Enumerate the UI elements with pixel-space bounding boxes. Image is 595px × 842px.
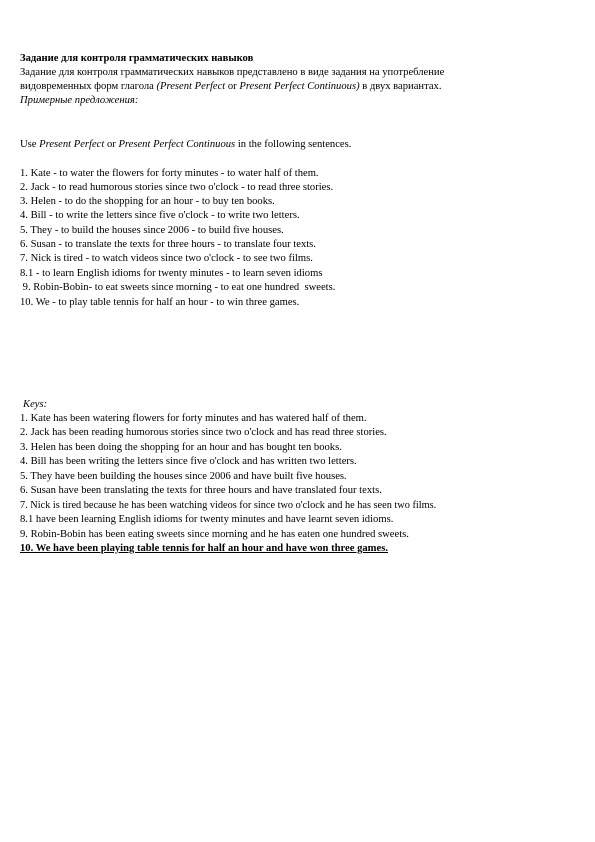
task-item: 9. Robin-Bobin- to eat sweets since morning - to eat one hundred sweets. [20,282,336,293]
task-item: 7. Nick is tired - to watch videos since two o'clock - to see two films. [20,253,313,264]
keys-heading: Keys: [23,399,48,410]
task-item: 3. Helen - to do the shopping for an hour - to buy ten books. [20,196,275,207]
intro-line-2-post: в двух вариантах. [359,81,442,92]
task-item: 5. They - to build the houses since 2006 - to build five houses. [20,225,284,236]
task-instruction [20,138,351,152]
task-item: 6. Susan - to translate the texts for three hours - to translate four texts. [20,239,316,250]
key-item-last: 10. We have been playing table tennis for half an hour and have won three games. [20,543,388,554]
intro-line-2-mid: or [225,81,240,92]
task-instruction-italic-1: Present Perfect [39,139,105,150]
key-item: 1. Kate has been watering flowers for forty minutes and has watered half of them. [20,413,367,424]
intro-line-2 [20,80,442,94]
intro-line-2-italic-1: (Present Perfect [156,81,226,92]
key-item: 4. Bill has been writing the letters since five o'clock and has written two letters. [20,456,357,467]
task-instruction-mid: or [104,139,119,150]
task-item: 10. We - to play table tennis for half an hour - to win three games. [20,297,300,308]
task-item: 2. Jack - to read humorous stories since two o'clock - to read three stories. [20,182,334,193]
key-item: 8.1 have been learning English idioms for twenty minutes and have learnt seven idioms. [20,514,394,525]
intro-line-2-italic-2: Present Perfect Continuous) [239,81,360,92]
key-item: 6. Susan have been translating the texts for three hours and have translated four texts. [20,485,382,496]
task-instruction-pre: Use [20,139,40,150]
intro-line-2-pre: видовременных форм глагола [20,81,157,92]
intro-line-1: Задание для контроля грамматических навыков представлено в виде задания на употребление [20,67,445,78]
key-item: 2. Jack has been reading humorous stories since two o'clock and has read three stories. [20,427,387,438]
task-instruction-italic-2: Present Perfect Continuous [118,139,236,150]
key-item: 3. Helen has been doing the shopping for an hour and has bought ten books. [20,442,342,453]
task-instruction-post: in the following sentences. [235,139,352,150]
intro-line-3: Примерные предложения: [20,95,139,106]
key-item: 7. Nick is tired because he has been watching videos for since two o'clock and he has seen two films. [20,500,437,511]
key-item: 9. Robin-Bobin has been eating sweets since morning and he has eaten one hundred sweets. [20,529,409,540]
intro-heading: Задание для контроля грамматических навыков [20,53,254,64]
task-item: 4. Bill - to write the letters since five o'clock - to write two letters. [20,210,300,221]
task-item: 1. Kate - to water the flowers for forty minutes - to water half of them. [20,168,319,179]
task-item: 8.1 - to learn English idioms for twenty minutes - to learn seven idioms [20,268,323,279]
key-item: 5. They have been building the houses since 2006 and have built five houses. [20,471,347,482]
